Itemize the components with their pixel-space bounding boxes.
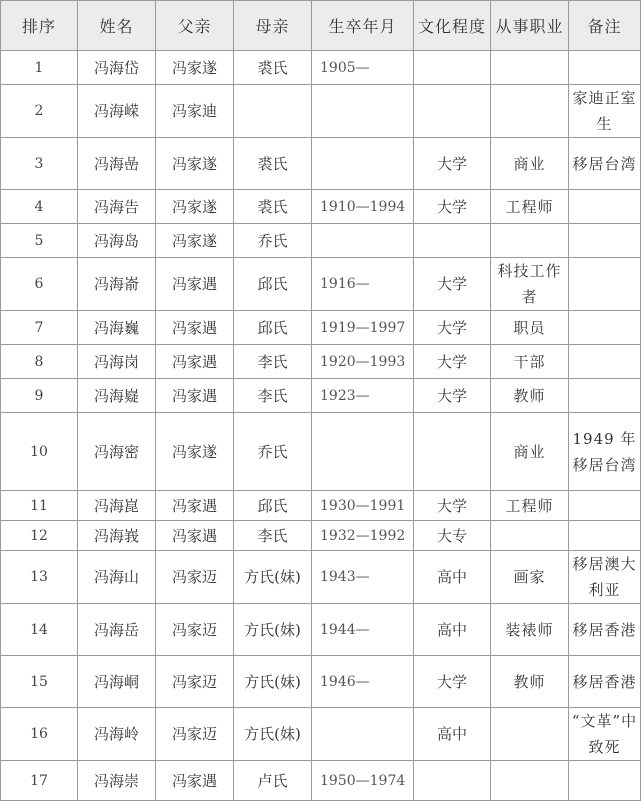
cell-mother: 李氏 [234, 345, 312, 379]
cell-occupation: 画家 [491, 551, 569, 604]
cell-name: 冯海岭 [78, 708, 156, 761]
cell-name: 冯海崑 [78, 491, 156, 521]
cell-dates: 1932—1992 [312, 521, 414, 551]
cell-order: 6 [1, 258, 78, 311]
cell-order: 11 [1, 491, 78, 521]
cell-notes [569, 311, 641, 345]
table-row [1, 258, 641, 311]
cell-order: 14 [1, 604, 78, 656]
cell-notes: 移居台湾 [569, 138, 641, 190]
cell-mother: 邱氏 [234, 258, 312, 311]
cell-education: 高中 [414, 708, 491, 761]
table-body [1, 51, 641, 801]
header-education: 文化程度 [414, 1, 491, 51]
cell-name: 冯海峩 [78, 521, 156, 551]
cell-notes: 移居香港 [569, 604, 641, 656]
cell-father: 冯家遇 [156, 311, 234, 345]
cell-order: 4 [1, 190, 78, 224]
cell-notes: “文革”中致死 [569, 708, 641, 761]
cell-order: 5 [1, 224, 78, 258]
cell-occupation: 教师 [491, 656, 569, 708]
cell-occupation: 商业 [491, 138, 569, 190]
cell-education [414, 51, 491, 85]
cell-education: 高中 [414, 551, 491, 604]
cell-dates: 1930—1991 [312, 491, 414, 521]
header-occupation: 从事职业 [491, 1, 569, 51]
table-row [1, 604, 641, 656]
cell-education [414, 761, 491, 801]
header-notes: 备注 [569, 1, 641, 51]
table-row [1, 521, 641, 551]
cell-occupation [491, 85, 569, 138]
cell-name: 冯海嵒 [78, 138, 156, 190]
table-row [1, 345, 641, 379]
cell-mother: 裘氏 [234, 51, 312, 85]
table-row [1, 85, 641, 138]
table-row [1, 708, 641, 761]
cell-father: 冯家遇 [156, 345, 234, 379]
cell-mother: 方氏(妹) [234, 656, 312, 708]
header-dates: 生卒年月 [312, 1, 414, 51]
table-row [1, 551, 641, 604]
cell-dates [312, 138, 414, 190]
cell-occupation [491, 521, 569, 551]
cell-education: 大学 [414, 491, 491, 521]
cell-occupation [491, 708, 569, 761]
table-row [1, 379, 641, 413]
cell-father: 冯家遇 [156, 761, 234, 801]
cell-education [414, 413, 491, 491]
cell-notes: 家迪正室生 [569, 85, 641, 138]
cell-father: 冯家遇 [156, 258, 234, 311]
table-row [1, 224, 641, 258]
cell-mother: 卢氏 [234, 761, 312, 801]
cell-father: 冯家迈 [156, 708, 234, 761]
cell-occupation [491, 51, 569, 85]
cell-dates: 1905— [312, 51, 414, 85]
cell-name: 冯海巍 [78, 311, 156, 345]
cell-order: 9 [1, 379, 78, 413]
table-row [1, 761, 641, 801]
cell-mother: 李氏 [234, 521, 312, 551]
table-row [1, 51, 641, 85]
cell-dates: 1950—1974 [312, 761, 414, 801]
cell-education [414, 224, 491, 258]
cell-dates: 1923— [312, 379, 414, 413]
cell-name: 冯海嶷 [78, 379, 156, 413]
cell-mother: 方氏(妹) [234, 604, 312, 656]
cell-occupation: 干部 [491, 345, 569, 379]
cell-notes [569, 379, 641, 413]
cell-mother: 裘氏 [234, 190, 312, 224]
cell-mother: 方氏(妹) [234, 708, 312, 761]
cell-notes [569, 51, 641, 85]
cell-name: 冯海峒 [78, 656, 156, 708]
cell-father: 冯家遇 [156, 521, 234, 551]
cell-name: 冯海密 [78, 413, 156, 491]
cell-occupation: 装裱师 [491, 604, 569, 656]
header-mother: 母亲 [234, 1, 312, 51]
cell-dates: 1944— [312, 604, 414, 656]
cell-dates: 1920—1993 [312, 345, 414, 379]
cell-mother: 乔氏 [234, 224, 312, 258]
cell-mother: 邱氏 [234, 491, 312, 521]
cell-father: 冯家迈 [156, 551, 234, 604]
cell-dates: 1919—1997 [312, 311, 414, 345]
cell-education: 大专 [414, 521, 491, 551]
cell-occupation: 商业 [491, 413, 569, 491]
cell-education: 大学 [414, 345, 491, 379]
cell-father: 冯家迪 [156, 85, 234, 138]
cell-notes [569, 258, 641, 311]
cell-name: 冯海嵘 [78, 85, 156, 138]
header-father: 父亲 [156, 1, 234, 51]
cell-education [414, 85, 491, 138]
cell-father: 冯家迈 [156, 604, 234, 656]
cell-mother: 李氏 [234, 379, 312, 413]
cell-order: 16 [1, 708, 78, 761]
cell-father: 冯家遇 [156, 491, 234, 521]
cell-father: 冯家遂 [156, 190, 234, 224]
cell-dates [312, 708, 414, 761]
cell-dates: 1943— [312, 551, 414, 604]
cell-order: 2 [1, 85, 78, 138]
table-row [1, 656, 641, 708]
cell-dates: 1946— [312, 656, 414, 708]
cell-name: 冯海岗 [78, 345, 156, 379]
cell-dates [312, 85, 414, 138]
cell-notes [569, 224, 641, 258]
cell-order: 15 [1, 656, 78, 708]
cell-name: 冯海崇 [78, 761, 156, 801]
cell-education: 大学 [414, 258, 491, 311]
header-row [1, 1, 641, 51]
cell-mother: 邱氏 [234, 311, 312, 345]
cell-father: 冯家迈 [156, 656, 234, 708]
cell-education: 大学 [414, 656, 491, 708]
cell-mother: 裘氏 [234, 138, 312, 190]
cell-order: 17 [1, 761, 78, 801]
cell-order: 13 [1, 551, 78, 604]
cell-notes [569, 190, 641, 224]
cell-notes [569, 491, 641, 521]
table-row [1, 413, 641, 491]
cell-name: 冯海岛 [78, 224, 156, 258]
cell-notes [569, 761, 641, 801]
cell-order: 12 [1, 521, 78, 551]
cell-notes: 1949 年移居台湾 [569, 413, 641, 491]
table-row [1, 138, 641, 190]
cell-occupation: 工程师 [491, 491, 569, 521]
cell-occupation: 工程师 [491, 190, 569, 224]
cell-name: 冯海山 [78, 551, 156, 604]
cell-notes: 移居香港 [569, 656, 641, 708]
cell-order: 1 [1, 51, 78, 85]
header-name: 姓名 [78, 1, 156, 51]
cell-notes [569, 521, 641, 551]
cell-dates [312, 413, 414, 491]
cell-name: 冯海告 [78, 190, 156, 224]
cell-mother: 方氏(妹) [234, 551, 312, 604]
cell-occupation [491, 224, 569, 258]
cell-name: 冯海岳 [78, 604, 156, 656]
cell-dates: 1910—1994 [312, 190, 414, 224]
cell-name: 冯海嵛 [78, 258, 156, 311]
cell-education: 大学 [414, 190, 491, 224]
cell-education: 大学 [414, 138, 491, 190]
cell-notes [569, 345, 641, 379]
table-row [1, 311, 641, 345]
cell-mother: 乔氏 [234, 413, 312, 491]
cell-notes: 移居澳大利亚 [569, 551, 641, 604]
cell-order: 7 [1, 311, 78, 345]
cell-occupation: 职员 [491, 311, 569, 345]
cell-dates [312, 224, 414, 258]
cell-name: 冯海岱 [78, 51, 156, 85]
cell-order: 8 [1, 345, 78, 379]
cell-occupation: 教师 [491, 379, 569, 413]
cell-father: 冯家遂 [156, 138, 234, 190]
cell-father: 冯家遇 [156, 379, 234, 413]
cell-education: 高中 [414, 604, 491, 656]
cell-occupation: 科技工作者 [491, 258, 569, 311]
cell-father: 冯家遂 [156, 51, 234, 85]
cell-order: 3 [1, 138, 78, 190]
cell-father: 冯家遂 [156, 413, 234, 491]
cell-order: 10 [1, 413, 78, 491]
table-row [1, 491, 641, 521]
table-row [1, 190, 641, 224]
cell-occupation [491, 761, 569, 801]
cell-education: 大学 [414, 311, 491, 345]
cell-education: 大学 [414, 379, 491, 413]
cell-mother [234, 85, 312, 138]
cell-father: 冯家遂 [156, 224, 234, 258]
header-order: 排序 [1, 1, 78, 51]
cell-dates: 1916— [312, 258, 414, 311]
